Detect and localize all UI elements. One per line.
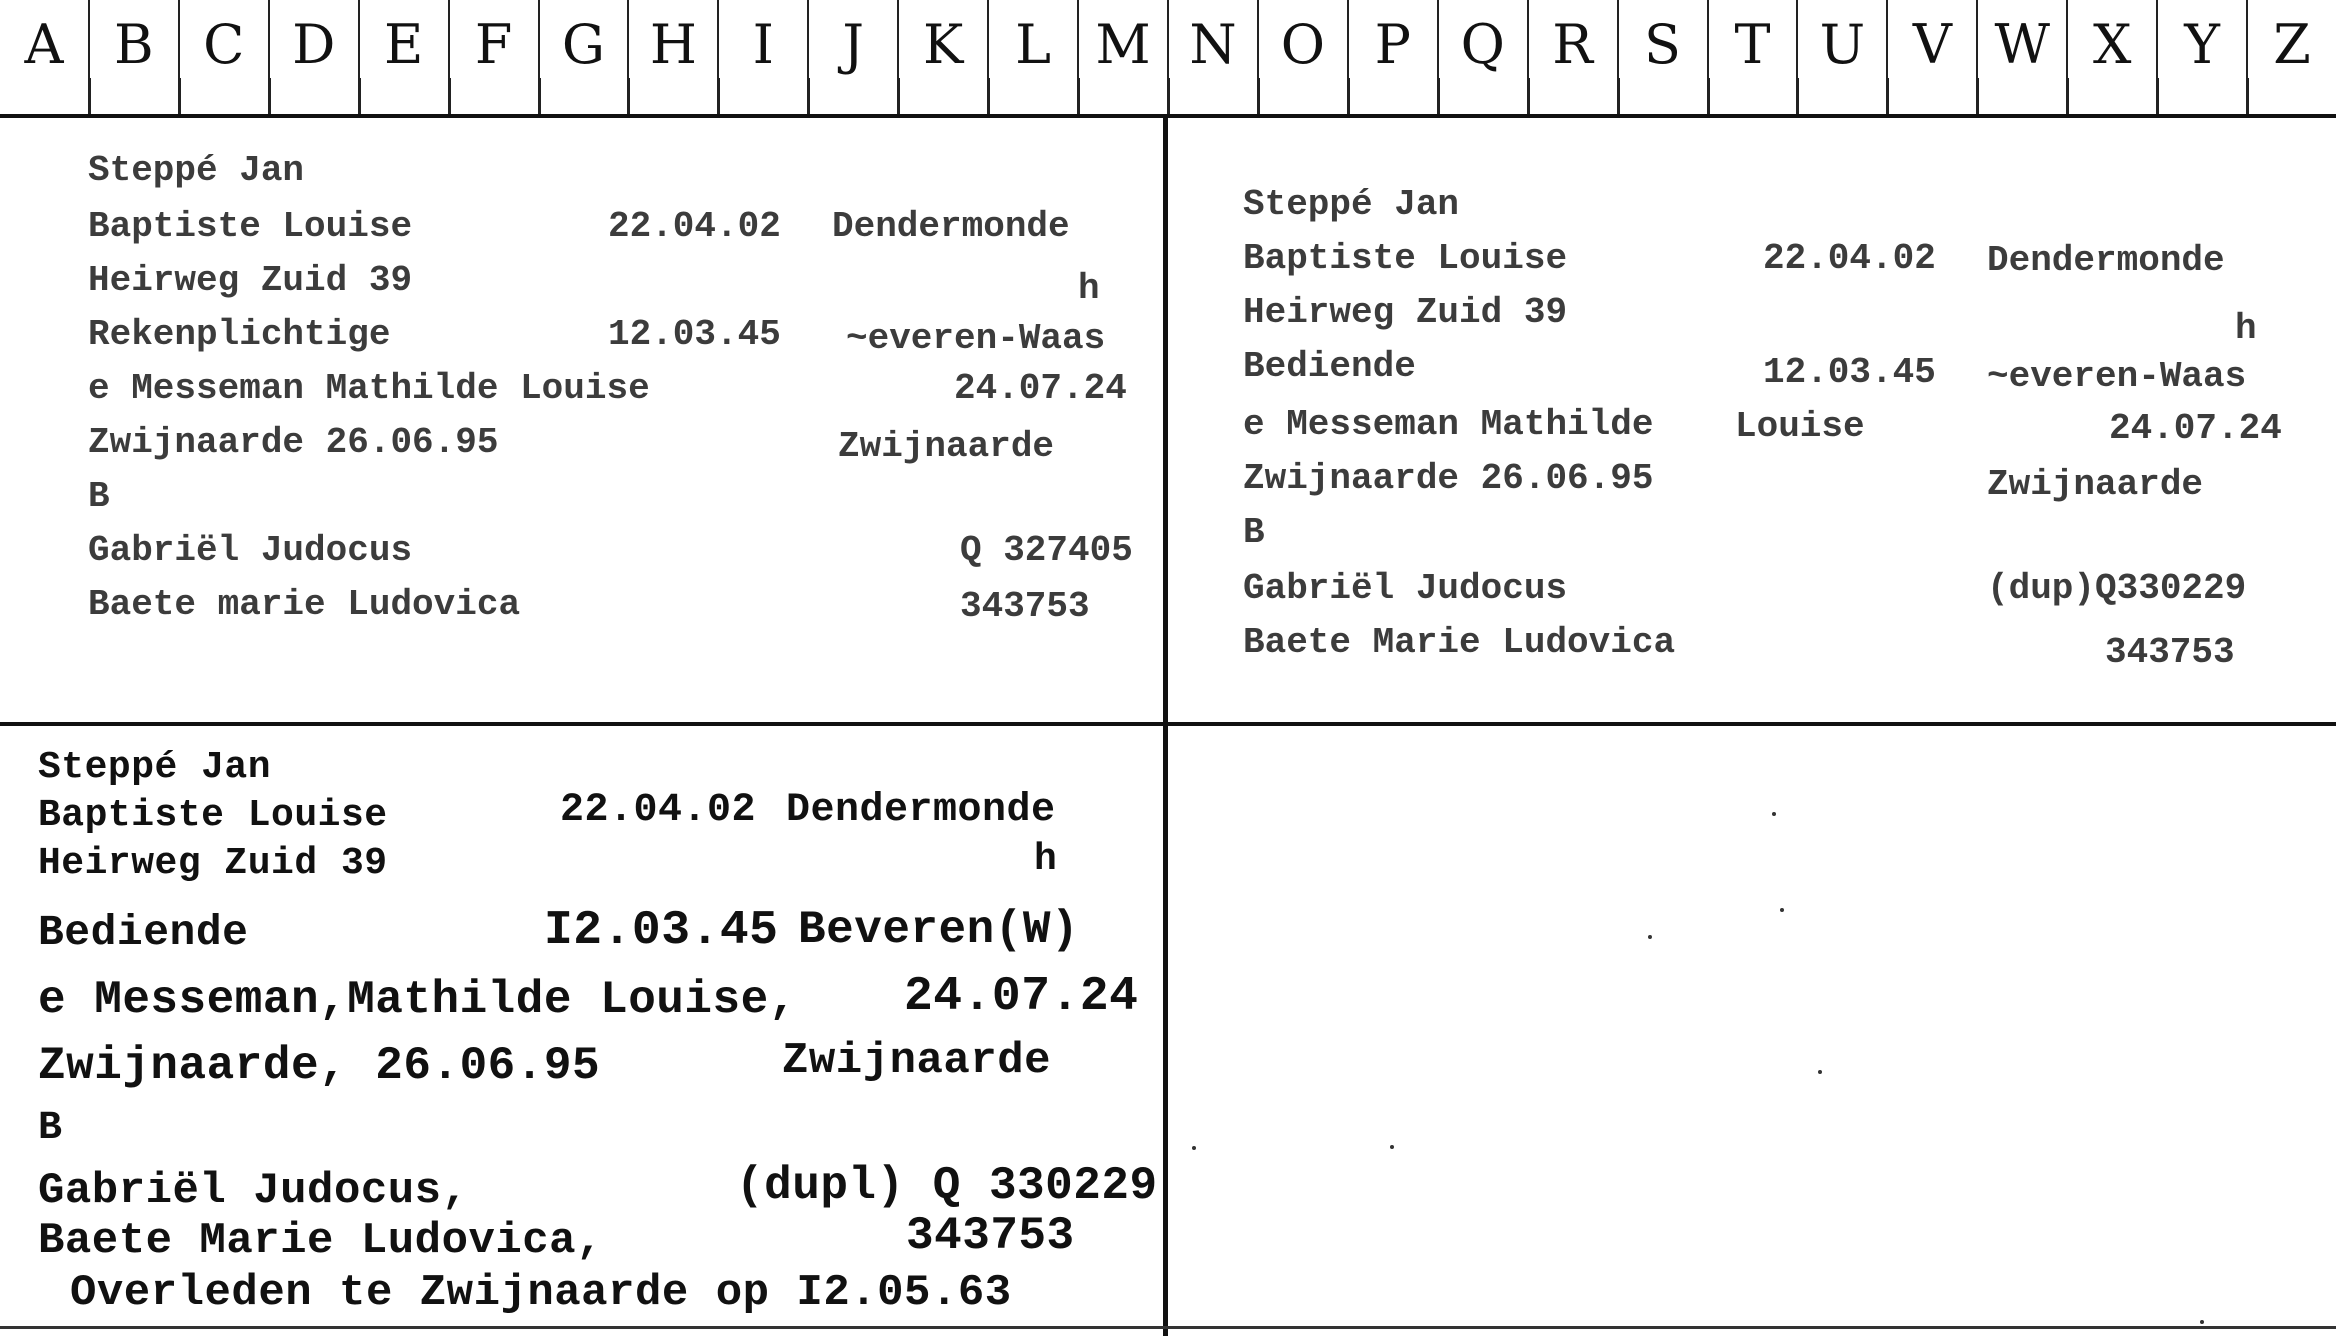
index-letter-r: R [1527,0,1617,114]
card-spouse: e Messeman Mathilde Louise [88,368,650,409]
ink-speck [1648,935,1652,939]
card-father: Gabriël Judocus [88,530,413,571]
card-occupation-place: ~everen-Waas [1987,356,2247,397]
card-bottom-edge [0,1326,2336,1329]
card-father-ref: (dup)Q330229 [1987,568,2247,609]
index-letter-i: I [717,0,807,114]
index-letter-k: K [897,0,987,114]
card-marriage-place: Zwijnaarde [1987,464,2204,505]
card-name: Steppé Jan [88,150,305,191]
index-letter-f: F [448,0,538,114]
ink-speck [1390,1145,1394,1149]
index-letter-h: H [627,0,717,114]
index-letter-n: N [1167,0,1257,114]
index-letter-s: S [1617,0,1707,114]
card-mark: B [88,476,110,517]
index-letter-t: T [1707,0,1797,114]
card-father-ref: (dupl) Q 330229 [736,1160,1158,1212]
card-occupation: Bediende [38,908,249,957]
card-address-mark: h [1034,838,1058,881]
card-occupation-date: I2.03.45 [544,904,779,958]
card-spouse: e Messeman,Mathilde Louise, [38,974,797,1026]
card-mother-ref: 343753 [2105,632,2235,673]
index-letter-b: B [88,0,178,114]
card-birth-place: Dendermonde [786,788,1056,833]
card-spouse-date: 24.07.24 [954,368,1127,409]
card-occupation: Bediende [1243,346,1416,387]
card-spouse-date: 24.07.24 [2109,408,2282,449]
ink-speck [1818,1070,1822,1074]
index-letter-u: U [1796,0,1886,114]
index-letter-z: Z [2246,0,2336,114]
index-letter-m: M [1077,0,1167,114]
index-letter-l: L [987,0,1077,114]
index-letter-d: D [268,0,358,114]
index-letter-c: C [178,0,268,114]
index-letter-p: P [1347,0,1437,114]
card-spouse-second-name: Louise [1735,406,1865,447]
card-birth-place: Dendermonde [1987,240,2225,281]
card-name: Steppé Jan [1243,184,1460,225]
index-letter-o: O [1257,0,1347,114]
card-occupation-place: ~everen-Waas [846,318,1106,359]
card-mark: B [1243,512,1265,553]
card-parent-line: Baptiste Louise [1243,238,1568,279]
card-father-ref: Q 327405 [960,530,1133,571]
index-letter-x: X [2066,0,2156,114]
card-marriage-place: Zwijnaarde [782,1036,1052,1086]
card-spouse: e Messeman Mathilde [1243,404,1654,445]
card-mother: Baete Marie Ludovica [1243,622,1676,663]
index-letter-y: Y [2156,0,2246,114]
card-mark: B [38,1106,63,1151]
card-death-note: Overleden te Zwijnaarde op I2.05.63 [70,1268,1012,1318]
card-marriage-place: Zwijnaarde [838,426,1055,467]
card-address-mark: h [2235,308,2257,349]
card-address: Heirweg Zuid 39 [38,842,388,885]
index-strip [0,0,2336,118]
card-address: Heirweg Zuid 39 [88,260,413,301]
card-marriage: Zwijnaarde 26.06.95 [88,422,499,463]
card-marriage: Zwijnaarde 26.06.95 [1243,458,1654,499]
index-letter-g: G [538,0,628,114]
card-birth-date: 22.04.02 [1763,238,1936,279]
card-name: Steppé Jan [38,746,272,789]
index-letter-a: A [24,13,64,76]
ink-speck [1780,908,1784,912]
card-address: Heirweg Zuid 39 [1243,292,1568,333]
card-divider-horizontal [0,722,2336,726]
card-birth-date: 22.04.02 [560,788,757,833]
index-letter-w: W [1976,0,2066,114]
card-mother: Baete Marie Ludovica, [38,1216,603,1266]
card-birth-place: Dendermonde [832,206,1070,247]
card-occupation-date: 12.03.45 [608,314,781,355]
card-birth-date: 22.04.02 [608,206,781,247]
index-letter-q: Q [1437,0,1527,114]
card-father: Gabriël Judocus, [38,1166,469,1216]
card-parent-line: Baptiste Louise [38,794,388,837]
index-letter-j: J [807,0,897,114]
card-occupation-place: Beveren(W) [798,904,1080,956]
index-letter-e: E [358,0,448,114]
ink-speck [1772,812,1776,816]
card-address-mark: h [1078,268,1100,309]
card-father: Gabriël Judocus [1243,568,1568,609]
card-occupation-date: 12.03.45 [1763,352,1936,393]
card-marriage: Zwijnaarde, 26.06.95 [38,1040,601,1092]
card-mother-ref: 343753 [906,1210,1075,1262]
card-divider-vertical [1163,118,1168,1336]
index-letter-v: V [1886,0,1976,114]
ink-speck [1192,1146,1196,1150]
card-parent-line: Baptiste Louise [88,206,413,247]
card-mother: Baete marie Ludovica [88,584,521,625]
ink-speck [2200,1320,2204,1324]
card-mother-ref: 343753 [960,586,1090,627]
card-occupation: Rekenplichtige [88,314,391,355]
card-spouse-date: 24.07.24 [904,970,1139,1024]
